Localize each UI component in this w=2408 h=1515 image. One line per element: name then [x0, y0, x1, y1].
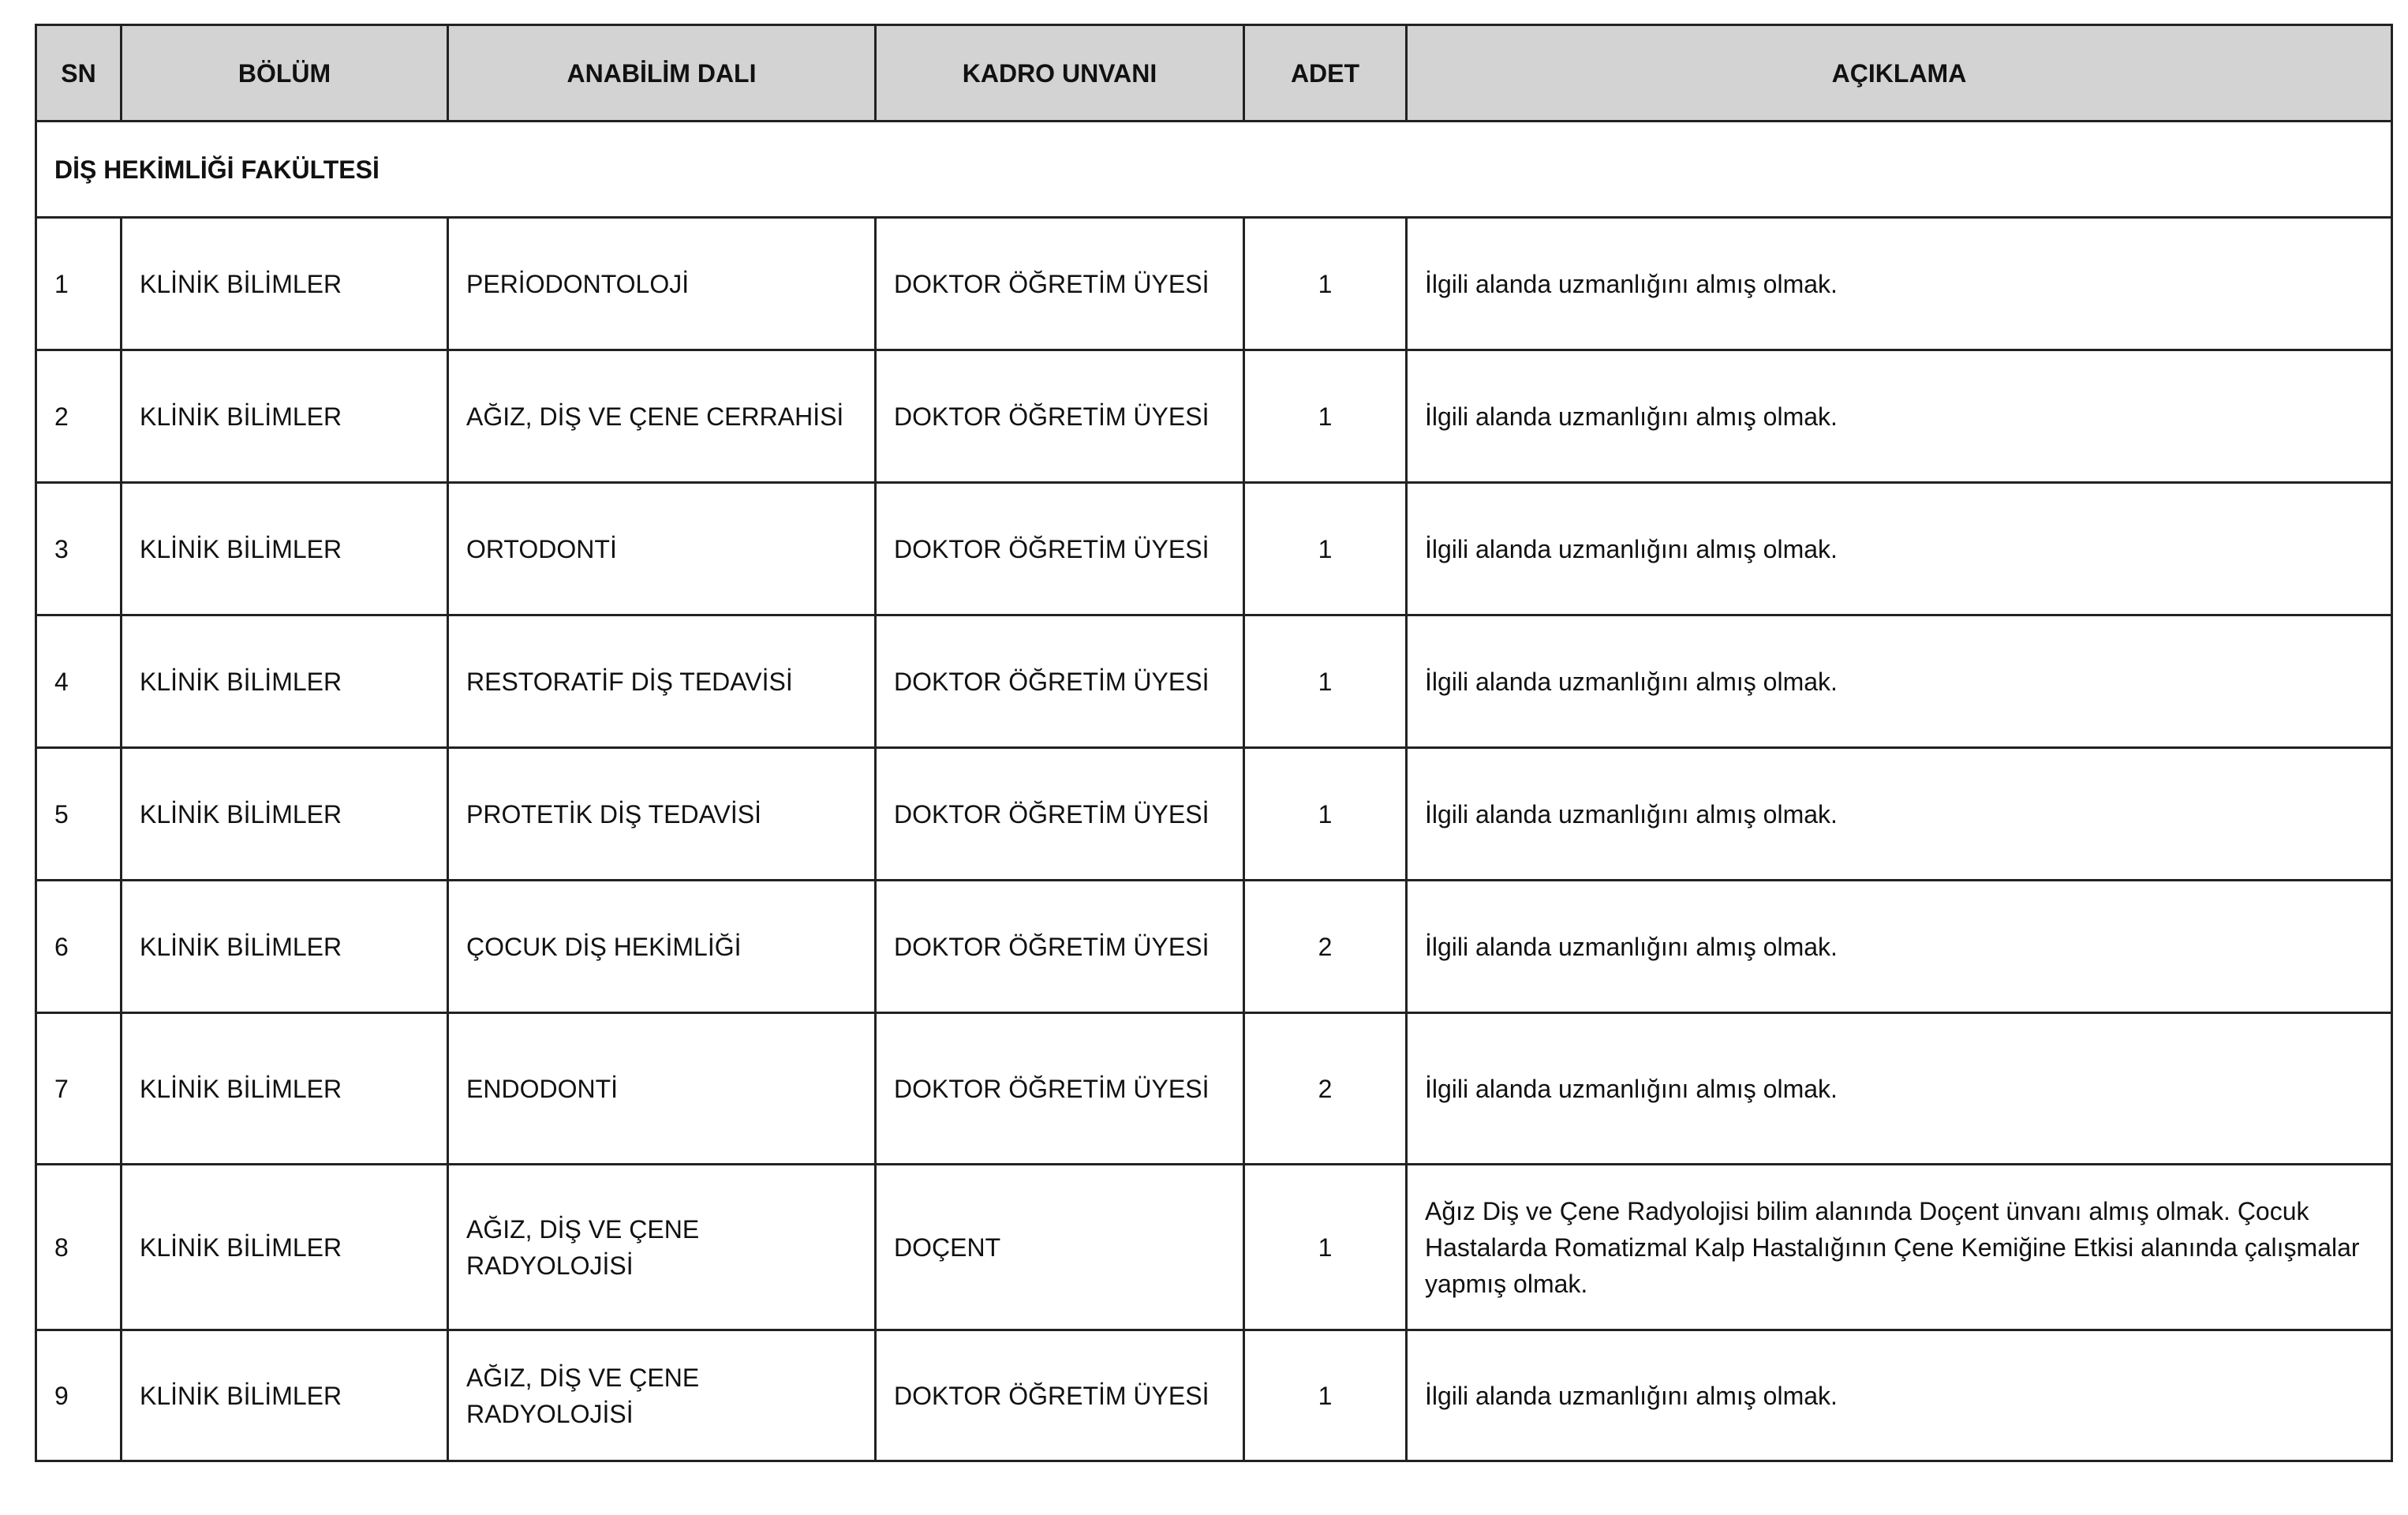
- cell-aciklama: İlgili alanda uzmanlığını almış olmak.: [1407, 483, 2392, 615]
- cell-aciklama: Ağız Diş ve Çene Radyolojisi bilim alanında Doçent ünvanı almış olmak. Çocuk Hastalarda Romatizmal Kalp Hastalığının Çene Kemiğine Etkisi alanında çalışmalar yapmış olmak.: [1407, 1165, 2392, 1330]
- cell-sn: 2: [36, 350, 122, 483]
- header-kadro-unvani: KADRO UNVANI: [876, 25, 1244, 122]
- cell-sn: 1: [36, 218, 122, 350]
- cell-aciklama: İlgili alanda uzmanlığını almış olmak.: [1407, 748, 2392, 881]
- cell-adet: 1: [1244, 615, 1407, 748]
- header-adet: ADET: [1244, 25, 1407, 122]
- table-header: [36, 25, 2392, 122]
- cell-anabilim-dali: AĞIZ, DİŞ VE ÇENE RADYOLOJİSİ: [448, 1330, 876, 1461]
- cell-sn: 4: [36, 615, 122, 748]
- cell-adet: 1: [1244, 1330, 1407, 1461]
- cell-bolum: KLİNİK BİLİMLER: [122, 350, 448, 483]
- cell-aciklama: İlgili alanda uzmanlığını almış olmak.: [1407, 350, 2392, 483]
- cell-anabilim-dali: ORTODONTİ: [448, 483, 876, 615]
- table-row: [36, 748, 2392, 881]
- cell-adet: 2: [1244, 1013, 1407, 1165]
- cell-kadro-unvani: DOKTOR ÖĞRETİM ÜYESİ: [876, 483, 1244, 615]
- cell-adet: 1: [1244, 483, 1407, 615]
- table-row: [36, 1165, 2392, 1330]
- cell-aciklama: İlgili alanda uzmanlığını almış olmak.: [1407, 881, 2392, 1013]
- table-body: [36, 122, 2392, 1461]
- cell-aciklama: İlgili alanda uzmanlığını almış olmak.: [1407, 1330, 2392, 1461]
- cell-sn: 7: [36, 1013, 122, 1165]
- cell-sn: 5: [36, 748, 122, 881]
- cell-bolum: KLİNİK BİLİMLER: [122, 483, 448, 615]
- cell-sn: 8: [36, 1165, 122, 1330]
- cell-anabilim-dali: PERİODONTOLOJİ: [448, 218, 876, 350]
- header-row: [36, 25, 2392, 122]
- header-sn: SN: [36, 25, 122, 122]
- cell-kadro-unvani: DOKTOR ÖĞRETİM ÜYESİ: [876, 218, 1244, 350]
- cell-kadro-unvani: DOKTOR ÖĞRETİM ÜYESİ: [876, 1330, 1244, 1461]
- table-row: [36, 615, 2392, 748]
- header-aciklama: AÇIKLAMA: [1407, 25, 2392, 122]
- cell-anabilim-dali: AĞIZ, DİŞ VE ÇENE CERRAHİSİ: [448, 350, 876, 483]
- header-anabilim-dali: ANABİLİM DALI: [448, 25, 876, 122]
- table-row: [36, 881, 2392, 1013]
- header-bolum: BÖLÜM: [122, 25, 448, 122]
- cell-bolum: KLİNİK BİLİMLER: [122, 615, 448, 748]
- cell-aciklama: İlgili alanda uzmanlığını almış olmak.: [1407, 218, 2392, 350]
- cell-kadro-unvani: DOKTOR ÖĞRETİM ÜYESİ: [876, 881, 1244, 1013]
- cell-anabilim-dali: AĞIZ, DİŞ VE ÇENE RADYOLOJİSİ: [448, 1165, 876, 1330]
- cell-aciklama: İlgili alanda uzmanlığını almış olmak.: [1407, 615, 2392, 748]
- cell-kadro-unvani: DOKTOR ÖĞRETİM ÜYESİ: [876, 748, 1244, 881]
- staff-positions-table-wrapper: [35, 24, 2391, 1462]
- cell-anabilim-dali: ÇOCUK DİŞ HEKİMLİĞİ: [448, 881, 876, 1013]
- cell-sn: 3: [36, 483, 122, 615]
- cell-adet: 1: [1244, 218, 1407, 350]
- cell-adet: 1: [1244, 1165, 1407, 1330]
- table-row: [36, 483, 2392, 615]
- cell-bolum: KLİNİK BİLİMLER: [122, 218, 448, 350]
- cell-anabilim-dali: PROTETİK DİŞ TEDAVİSİ: [448, 748, 876, 881]
- cell-sn: 9: [36, 1330, 122, 1461]
- cell-adet: 1: [1244, 748, 1407, 881]
- section-row: [36, 122, 2392, 218]
- cell-bolum: KLİNİK BİLİMLER: [122, 1013, 448, 1165]
- staff-positions-table: [35, 24, 2393, 1462]
- cell-kadro-unvani: DOÇENT: [876, 1165, 1244, 1330]
- cell-anabilim-dali: RESTORATİF DİŞ TEDAVİSİ: [448, 615, 876, 748]
- cell-bolum: KLİNİK BİLİMLER: [122, 881, 448, 1013]
- cell-bolum: KLİNİK BİLİMLER: [122, 748, 448, 881]
- cell-bolum: KLİNİK BİLİMLER: [122, 1330, 448, 1461]
- table-row: [36, 1330, 2392, 1461]
- section-title: DİŞ HEKİMLİĞİ FAKÜLTESİ: [36, 122, 2392, 218]
- cell-adet: 1: [1244, 350, 1407, 483]
- table-row: [36, 1013, 2392, 1165]
- cell-kadro-unvani: DOKTOR ÖĞRETİM ÜYESİ: [876, 1013, 1244, 1165]
- cell-sn: 6: [36, 881, 122, 1013]
- cell-anabilim-dali: ENDODONTİ: [448, 1013, 876, 1165]
- cell-aciklama: İlgili alanda uzmanlığını almış olmak.: [1407, 1013, 2392, 1165]
- table-row: [36, 218, 2392, 350]
- cell-kadro-unvani: DOKTOR ÖĞRETİM ÜYESİ: [876, 615, 1244, 748]
- table-row: [36, 350, 2392, 483]
- cell-kadro-unvani: DOKTOR ÖĞRETİM ÜYESİ: [876, 350, 1244, 483]
- cell-adet: 2: [1244, 881, 1407, 1013]
- cell-bolum: KLİNİK BİLİMLER: [122, 1165, 448, 1330]
